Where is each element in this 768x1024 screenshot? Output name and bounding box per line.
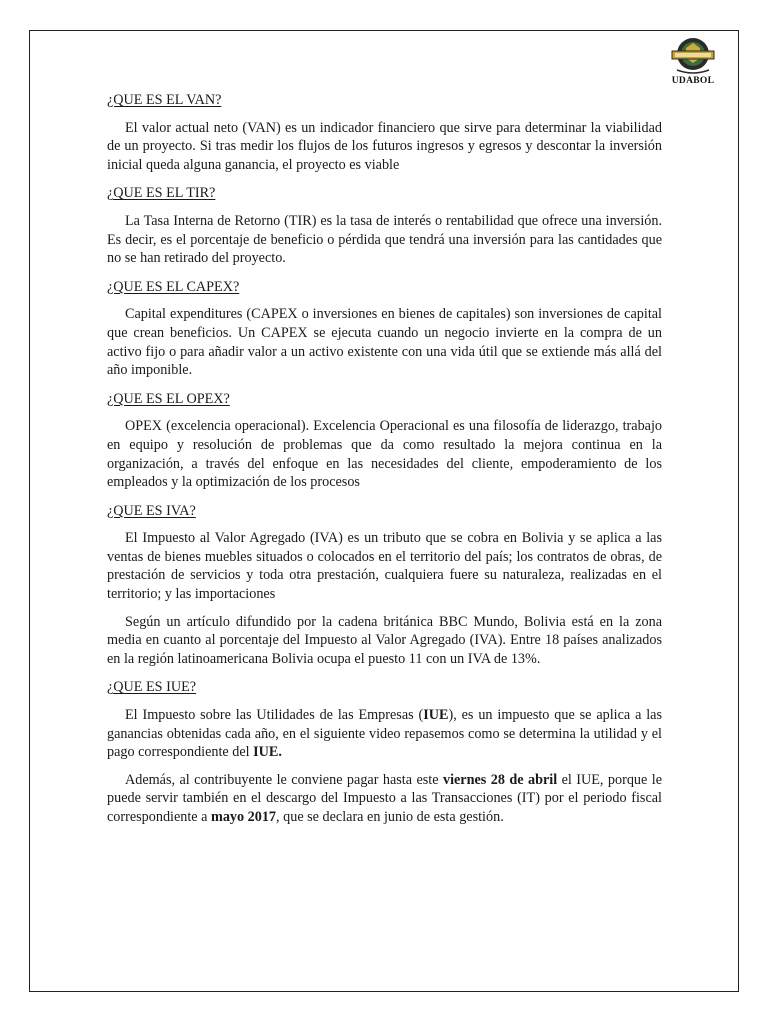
bold-run: IUE.	[253, 744, 282, 761]
heading-opex: ¿QUE ES EL OPEX?	[107, 390, 230, 407]
section-iue	[107, 678, 662, 826]
section-capex	[107, 278, 662, 380]
logo-wordmark: UDABOL	[671, 76, 715, 86]
bold-run: viernes 28 de abril	[442, 771, 558, 788]
heading-iue: ¿QUE ES IUE?	[107, 679, 197, 696]
document-body	[107, 91, 662, 836]
paragraph-iva-1: El Impuesto al Valor Agregado (IVA) es un tributo que se cobra en Bolivia y se aplica a las ventas de bienes muebles situados o colocados en el territorio del país; los contratos de obras, de prestación de servicios y toda otra prestación, cualquiera fuere su naturaleza, realizadas en el territorio; y las importaciones	[107, 530, 662, 603]
paragraph-iva-2: Según un artículo difundido por la cadena británica BBC Mundo, Bolivia está en la zona media en cuanto al porcentaje del Impuesto al Valor Agregado (IVA). Entre 18 países analizados en la región latinoamericana Bolivia ocupa el puesto 11 con un IVA de 13%.	[107, 613, 662, 667]
paragraph-capex: Capital expenditures (CAPEX o inversiones en bienes de capitales) son inversiones de capital que crean beneficios. Un CAPEX se ejecuta cuando un negocio invierte en la compra de un activo fijo o para añadir valor a un activo existente con una vida útil que se extiende más allá del año imponible.	[107, 306, 662, 379]
paragraph-opex: OPEX (excelencia operacional). Excelencia Operacional es una filosofía de liderazgo, trabajo en equipo y resolución de problemas que da como resultado la mejora continua en la organización, a través del enfoque en las necesidades del cliente, empoderamiento de los empleados y la optimización de los procesos	[107, 418, 662, 491]
paragraph-van: El valor actual neto (VAN) es un indicador financiero que sirve para determinar la viabilidad de un proyecto. Si tras medir los flujos de los futuros ingresos y egresos y descontar la inversión inicial queda alguna ganancia, el proyecto es viable	[107, 119, 662, 173]
text-run: ), es un impuesto que se aplica a las ganancias obtenidas cada año, en el siguiente video repasemos como se determina la utilidad y el pago correspondiente del	[107, 707, 663, 761]
paragraph-iue-1	[107, 706, 662, 762]
heading-capex: ¿QUE ES EL CAPEX?	[107, 278, 240, 295]
text-run: Además, al contribuyente le conviene pagar hasta este	[125, 771, 443, 788]
paragraph-iue-2	[107, 771, 662, 827]
bold-run: mayo 2017	[211, 809, 277, 825]
bold-run: IUE	[423, 707, 449, 724]
section-tir	[107, 184, 662, 267]
paragraph-tir: La Tasa Interna de Retorno (TIR) es la tasa de interés o rentabilidad que ofrece una inversión. Es decir, es el porcentaje de beneficio o pérdida que tendrá una inversión para las cantidades que no se han retirado del proyecto.	[107, 212, 662, 267]
text-run: el IUE, porque le puede servir también en el descargo del Impuesto a las Transacciones (IT) por el periodo fiscal correspondiente a	[107, 771, 662, 825]
text-run: El Impuesto sobre las Utilidades de las Empresas (	[125, 707, 424, 724]
section-iva	[107, 502, 662, 669]
section-opex	[107, 390, 662, 492]
text-run: , que se declara en junio de esta gestión.	[276, 809, 504, 825]
section-van	[107, 91, 662, 174]
udabol-crest-icon	[664, 34, 722, 78]
heading-iva: ¿QUE ES IVA?	[107, 502, 196, 519]
heading-van: ¿QUE ES EL VAN?	[107, 92, 222, 108]
heading-tir: ¿QUE ES EL TIR?	[107, 185, 216, 202]
udabol-logo	[664, 34, 722, 88]
